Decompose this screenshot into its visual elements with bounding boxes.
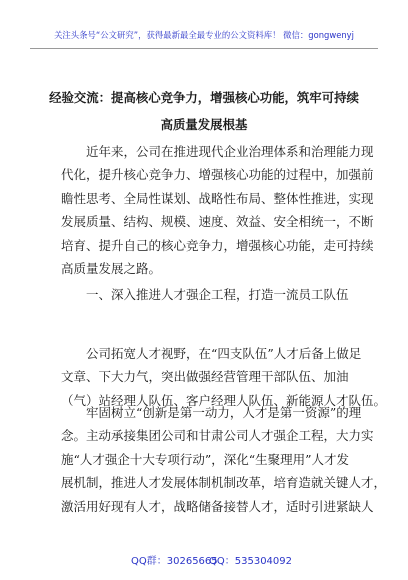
paragraph-talent-strategy [61, 401, 387, 518]
paragraph-intro [61, 140, 374, 280]
section-heading-1 [61, 283, 349, 306]
paragraph-line: 发展质量、结构、规模、速度、效益、安全相统一，不断 [61, 214, 374, 230]
paragraph-line: 念。主动承接集团公司和甘肃公司人才强企工程，大力实 [61, 428, 374, 444]
paragraph-line: 瞻性思考、全局性谋划、战略性布局、整体性推进，实现 [61, 190, 374, 206]
footer-qq-group: QQ群：30265665 [131, 556, 218, 567]
paragraph-line: 激活用好现有人才，战略储备接替人才，适时引进紧缺人 [61, 498, 374, 514]
header-divider [30, 48, 378, 49]
paragraph-line: 牢固树立“创新是第一动力，人才是第一资源”的理 [86, 405, 362, 420]
footer-qq-number: QQ：535304092 [209, 556, 293, 567]
document-title [40, 84, 368, 138]
paragraph-line: 近年来，公司在推进现代企业治理体系和治理能力现 [86, 144, 374, 159]
paragraph-line: 高质量发展之路。 [61, 261, 162, 277]
document-title-line-1: 经验交流：提高核心竞争力，增强核心功能，筑牢可持续 [49, 90, 359, 105]
paragraph-line: 公司拓宽人才视野，在“四支队伍”人才后备上做足 [86, 346, 362, 361]
header-promo-note: 关注头条号“公文研究”，获得最新最全最专业的公文资料库！ 微信：gongwenyj [54, 30, 354, 40]
paragraph-line: （气）站经理人队伍、客户经理人队伍、新能源人才队伍。 [61, 392, 387, 408]
paragraph-line: 展机制，推进人才发展体制机制改革，培育造就关键人才， [61, 475, 387, 491]
paragraph-line: 施“人才强企十大专项行动”，深化“生聚理用”人才发 [61, 451, 350, 467]
paragraph-line: 代化，提升核心竞争力、增强核心功能的过程中，加强前 [61, 167, 374, 183]
paragraph-line: 培育、提升自己的核心竞争力，增强核心功能，走可持续 [61, 237, 374, 253]
paragraph-line: 文章、下大力气，突出做强经营管理干部队伍、加油 [61, 369, 349, 385]
document-title-line-2: 高质量发展根基 [160, 117, 248, 132]
section-heading-text: 一、深入推进人才强企工程，打造一流员工队伍 [86, 287, 349, 302]
